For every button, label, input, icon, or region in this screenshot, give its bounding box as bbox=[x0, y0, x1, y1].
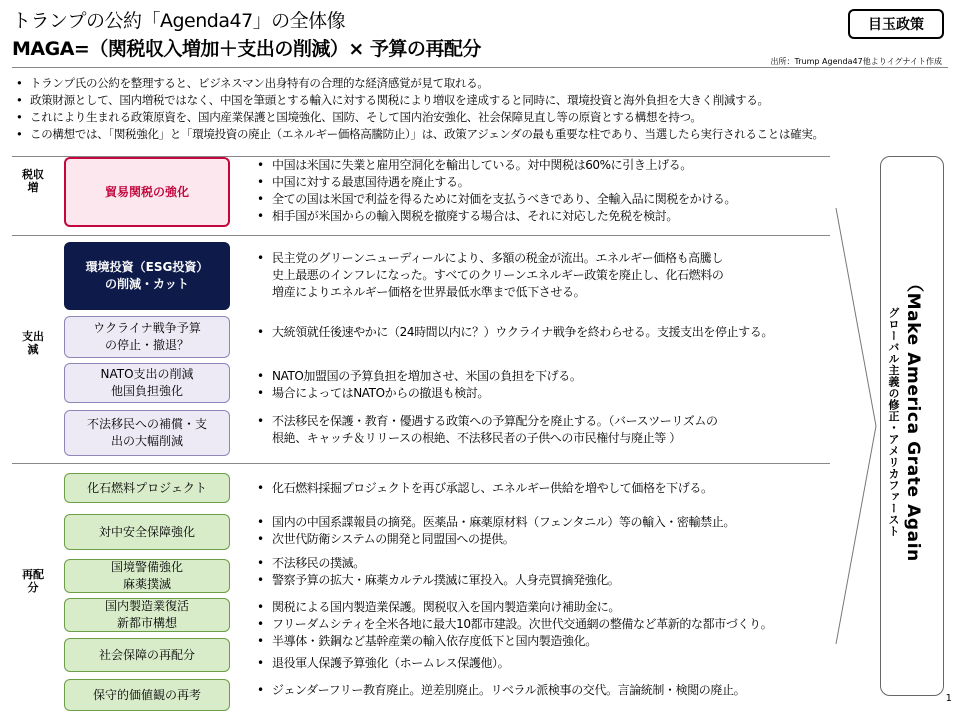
policy-bullets-social-security bbox=[256, 655, 836, 672]
summary-list bbox=[14, 75, 944, 143]
policy-box-nato bbox=[64, 363, 230, 403]
source-note: 出所：Trump Agenda47他よりイグナイト作成 bbox=[770, 57, 942, 66]
policy-bullet: • 民主党のグリーンニューディールにより、多額の税金が流出。エネルギー価格も高騰し bbox=[256, 250, 836, 267]
policy-bullets-manufacturing bbox=[256, 599, 836, 650]
policy-bullets-ukraine bbox=[256, 324, 836, 341]
policy-bullets-fossil bbox=[256, 480, 836, 497]
policy-box-manufacturing bbox=[64, 598, 230, 632]
section-divider bbox=[12, 463, 830, 464]
policy-bullets-china-security bbox=[256, 514, 836, 548]
maga-subtitle: グローバル主義の修正・アメリカファースト bbox=[887, 307, 900, 537]
policy-box-label: 社会保障の再配分 bbox=[98, 647, 195, 662]
chevron-arrow-icon bbox=[832, 208, 882, 644]
policy-bullet: • 警察予算の拡大・麻薬カルテル撲滅に軍投入。人身売買摘発強化。 bbox=[256, 572, 836, 589]
policy-box-china-security bbox=[64, 514, 230, 550]
policy-bullet: • 不法移民の撲滅。 bbox=[256, 555, 836, 572]
policy-box-ukraine bbox=[64, 316, 230, 358]
policy-bullet: • 化石燃料採掘プロジェクトを再び承認し、エネルギー供給を増やして価格を下げる。 bbox=[256, 480, 836, 497]
policy-bullet: • 国内の中国系諜報員の摘発。医薬品・麻薬原材料（フェンタニル）等の輸入・密輸禁止。 bbox=[256, 514, 836, 531]
policy-box-fossil bbox=[64, 473, 230, 503]
section-label-realloc: 再配分 bbox=[22, 568, 44, 594]
page-title: トランプの公約「Agenda47」の全体像 bbox=[12, 10, 346, 32]
policy-bullet: • フリーダムシティを全米各地に最大10都市建設。次世代交通網の整備など革新的な都市づくり。 bbox=[256, 616, 836, 633]
policy-bullet: • 次世代防衛システムの開発と同盟国への提供。 bbox=[256, 531, 836, 548]
policy-bullet: • 場合によってはNATOからの撤退も検討。 bbox=[256, 385, 836, 402]
policy-bullet: • 中国は米国に失業と雇用空洞化を輸出している。対中関税は60%に引き上げる。 bbox=[256, 157, 836, 174]
policy-box-border bbox=[64, 559, 230, 593]
section-label-cut: 支出減 bbox=[22, 330, 44, 356]
summary-item: • 政策財源として、国内増税ではなく、中国を筆頭とする輸入に対する関税により増収を達成すると同時に、環境投資と海外負担を大きく削減する。 bbox=[14, 92, 944, 109]
policy-box-label: 対中安全保障強化 bbox=[98, 524, 195, 539]
policy-box-conservative bbox=[64, 679, 230, 711]
policy-bullet: 根絶、キャッチ＆リリースの根絶、不法移民者の子供への市民権付与廃止等 ） bbox=[272, 431, 681, 445]
policy-bullet: • 相手国が米国からの輸入関税を撤廃する場合は、それに対応した免税を検討。 bbox=[256, 208, 836, 225]
policy-bullet: • 半導体・鉄鋼など基幹産業の輸入依存度低下と国内製造強化。 bbox=[256, 633, 836, 650]
policy-bullets-immigration bbox=[256, 413, 836, 447]
policy-bullet: • 不法移民を保護・教育・優遇する政策への予算配分を廃止する。（バースツーリズムの bbox=[256, 413, 836, 430]
policy-bullet: • 関税による国内製造業保護。関税収入を国内製造業向け補助金に。 bbox=[256, 599, 836, 616]
policy-box-esg bbox=[64, 242, 230, 310]
policy-bullets-esg bbox=[256, 250, 836, 301]
policy-bullet: • 大統領就任後速やかに（24時間以内に？）ウクライナ戦争を終わらせる。支援支出を停止する。 bbox=[256, 324, 836, 341]
summary-item: • これにより生まれる政策原資を、国内産業保護と国境強化、国防、そして国内治安強化、社会保障見直し等の原資とする構想を持つ。 bbox=[14, 109, 944, 126]
summary-item: • この構想では、「関税強化」と「環境投資の廃止（エネルギー価格高騰防止）」は、政策アジェンダの最も重要な柱であり、当選したら実行されることは確実。 bbox=[14, 126, 944, 143]
policy-bullets-tariff bbox=[256, 157, 836, 225]
policy-bullet: • 中国に対する最恵国待遇を廃止する。 bbox=[256, 174, 836, 191]
policy-box-label: 化石燃料プロジェクト bbox=[87, 480, 207, 495]
policy-box-tariff bbox=[64, 157, 230, 227]
policy-bullets-nato bbox=[256, 368, 836, 402]
policy-box-label: 貿易関税の強化 bbox=[104, 184, 189, 199]
policy-box-social-security bbox=[64, 638, 230, 672]
policy-bullet: 増産によりエネルギー価格を世界最低水準まで低下させる。 bbox=[272, 285, 586, 299]
policy-bullet: 史上最悪のインフレになった。すべてのクリーンエネルギー政策を廃止し、化石燃料の bbox=[272, 268, 724, 282]
policy-box-label: 不法移民への補償・支 出の大幅削減 bbox=[86, 417, 207, 448]
header-divider bbox=[12, 67, 948, 68]
section-label-tax: 税収増 bbox=[22, 168, 44, 194]
policy-box-immigration bbox=[64, 410, 230, 456]
section-divider bbox=[12, 235, 830, 236]
policy-box-label: NATO支出の削減 他国負担強化 bbox=[100, 367, 194, 398]
policy-box-label: 環境投資（ESG投資） の削減・カット bbox=[85, 260, 209, 291]
page-number: 1 bbox=[945, 693, 952, 704]
policy-bullets-border bbox=[256, 555, 836, 589]
summary-item: • トランプ氏の公約を整理すると、ビジネスマン出身特有の合理的な経済感覚が見て取れる。 bbox=[14, 75, 944, 92]
policy-bullet: • 退役軍人保護予算強化（ホームレス保護他）。 bbox=[256, 655, 836, 672]
policy-bullets-conservative bbox=[256, 682, 836, 699]
policy-box-label: 国内製造業復活 新都市構想 bbox=[104, 599, 189, 630]
maga-slogan: （Make America Grate Again bbox=[903, 275, 923, 562]
page-subtitle: MAGA=（関税収入増加＋支出の削減）× 予算の再配分 bbox=[12, 38, 481, 60]
policy-box-label: 保守的価値観の再考 bbox=[92, 687, 201, 702]
policy-bullet: • 全ての国は米国で利益を得るために対価を支払うべきであり、全輸入品に関税をかける。 bbox=[256, 191, 836, 208]
maga-box bbox=[880, 156, 944, 696]
highlight-tag: 目玉政策 bbox=[848, 9, 944, 39]
policy-box-label: ウクライナ戦争予算 の停止・撤退？ bbox=[93, 321, 201, 352]
policy-bullet: • ジェンダーフリー教育廃止。逆差別廃止。リベラル派検事の交代。言論統制・検閲の廃止。 bbox=[256, 682, 836, 699]
policy-box-label: 国境警備強化 麻薬撲滅 bbox=[110, 560, 183, 591]
policy-bullet: • NATO加盟国の予算負担を増加させ、米国の負担を下げる。 bbox=[256, 368, 836, 385]
